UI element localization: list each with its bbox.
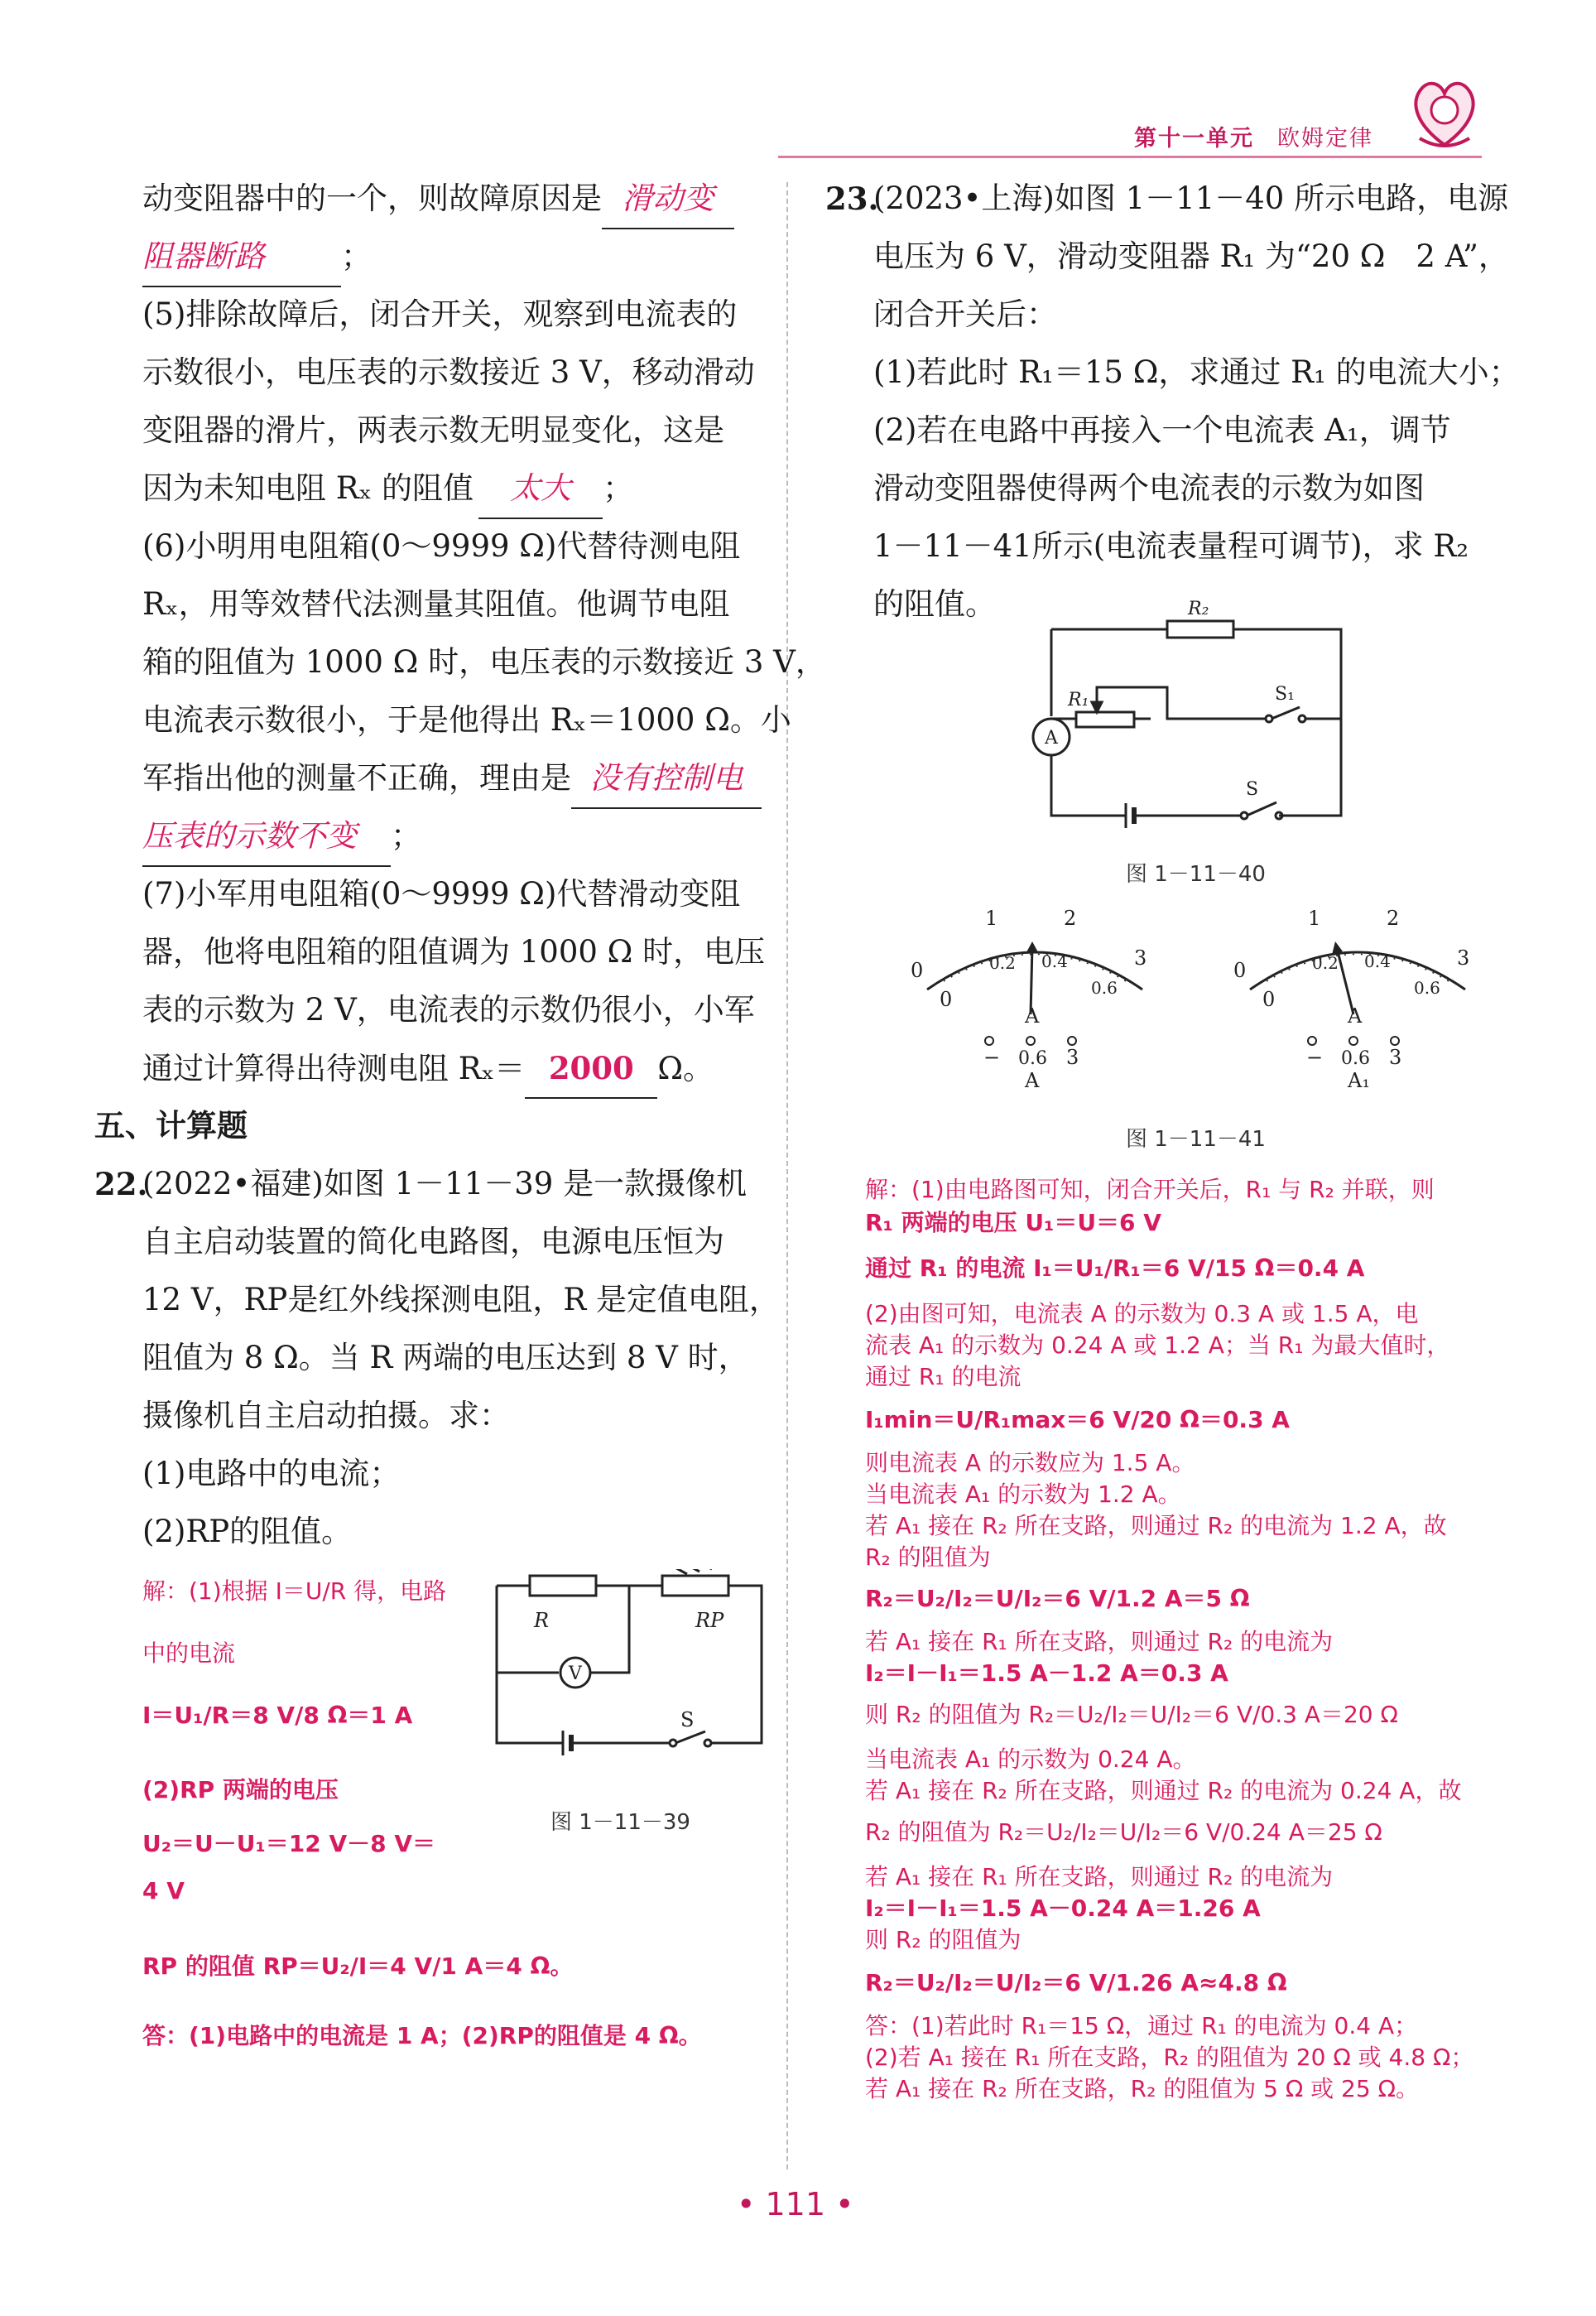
p6-line: 军指出他的测量不正确，理由是 没有控制电: [142, 749, 780, 809]
p5-line: (5)排除故障后，闭合开关，观察到电流表的: [142, 296, 738, 332]
sol23-line: R₂ 的阻值为 R₂＝U₂/I₂＝U/I₂＝6 V/0.24 A＝25 Ω: [865, 1818, 1382, 1846]
resistor-R1-icon: [1076, 712, 1134, 727]
sol22-line: I＝U₁/R＝8 V/8 Ω＝1 A: [142, 1702, 413, 1729]
q23-line: (1)若此时 R₁＝15 Ω，求通过 R₁ 的电流大小；: [873, 354, 1520, 390]
ammeter-A1-dial: [1225, 898, 1490, 1097]
svg-text:1: 1: [1308, 907, 1321, 930]
sol23-line: I₂＝I－I₁＝1.5 A－1.2 A＝0.3 A: [865, 1659, 1228, 1687]
svg-text:3: 3: [1134, 946, 1147, 970]
q23-line: (2023•上海)如图 1－11－40 所示电路，电源: [873, 181, 1509, 216]
sol23-line: 若 A₁ 接在 R₁ 所在支路，则通过 R₂ 的电流为: [865, 1628, 1334, 1655]
sol22-line: 4 V: [142, 1877, 185, 1904]
svg-text:0.4: 0.4: [1041, 951, 1068, 971]
q23-line: 电压为 6 V，滑动变阻器 R₁ 为“20 Ω 2 A”，: [873, 238, 1509, 274]
q22-number: 22.: [94, 1166, 148, 1202]
label-A: A: [1045, 728, 1058, 749]
unit-header: 第十一单元 欧姆定律: [1134, 126, 1373, 152]
p5-line: 因为未知电阻 Rₓ 的阻值 太大 ；: [142, 460, 780, 519]
q22-line: 阻值为 8 Ω。当 R 两端的电压达到 8 V 时，: [142, 1340, 749, 1375]
svg-text:2: 2: [1387, 907, 1400, 930]
label-V: V: [569, 1664, 582, 1684]
sol23-line: R₂＝U₂/I₂＝U/I₂＝6 V/1.26 A≈4.8 Ω: [865, 1969, 1287, 1996]
sol23-line: 若 A₁ 接在 R₁ 所在支路，则通过 R₂ 的电流为: [865, 1863, 1334, 1890]
sol22-line: 中的电流: [142, 1639, 236, 1667]
page-number: • 111 •: [737, 2186, 854, 2222]
sol23-line: (2)若 A₁ 接在 R₁ 所在支路，R₂ 的阻值为 20 Ω 或 4.8 Ω；: [865, 2044, 1474, 2071]
p6-line: 箱的阻值为 1000 Ω 时，电压表的示数接近 3 V，: [142, 644, 826, 680]
q23-line: 闭合开关后：: [873, 296, 1057, 332]
sol22-line: RP 的阻值 RP＝U₂/I＝4 V/1 A＝4 Ω。: [142, 1952, 574, 1980]
q22-line: (2)RP的阻值。: [142, 1514, 353, 1549]
svg-text:0.6: 0.6: [1341, 1048, 1370, 1069]
svg-text:1: 1: [985, 907, 998, 930]
svg-text:0.6: 0.6: [1414, 978, 1440, 998]
fig39-caption: 图 1－11－39: [550, 1810, 690, 1835]
svg-text:A: A: [1025, 1069, 1040, 1092]
label-R1: R₁: [1068, 690, 1089, 710]
sol22-line: U₂＝U－U₁＝12 V－8 V＝: [142, 1830, 436, 1857]
q23-number: 23.: [825, 181, 879, 217]
svg-text:0: 0: [940, 988, 953, 1011]
heart-logo-icon: [1407, 70, 1482, 153]
label-S1: S₁: [1275, 684, 1295, 705]
svg-text:0.6: 0.6: [1091, 978, 1118, 998]
p7-line: 器，他将电阻箱的阻值调为 1000 Ω 时，电压: [142, 934, 766, 970]
sol23-line: 若 A₁ 接在 R₂ 所在支路，则通过 R₂ 的电流为 0.24 A，故: [865, 1777, 1462, 1804]
circuit-diagram-40: [1026, 596, 1358, 845]
q22-line: (1)电路中的电流；: [142, 1456, 401, 1491]
sol23-line: 若 A₁ 接在 R₂ 所在支路，则通过 R₂ 的电流为 1.2 A，故: [865, 1512, 1447, 1539]
svg-text:3: 3: [1066, 1046, 1079, 1069]
chapter-title: 欧姆定律: [1277, 126, 1373, 152]
sol23-line: R₂＝U₂/I₂＝U/I₂＝6 V/1.2 A＝5 Ω: [865, 1585, 1250, 1612]
q23-line: 的阻值。: [873, 586, 996, 622]
svg-text:A: A: [1348, 1004, 1363, 1028]
sol23-line: R₁ 两端的电压 U₁＝U＝6 V: [865, 1209, 1161, 1236]
sol23-line: 解：(1)由电路图可知，闭合开关后，R₁ 与 R₂ 并联，则: [865, 1176, 1435, 1203]
p4-line: 动变阻器中的一个，则故障原因是 滑动变: [142, 170, 780, 229]
p6-line: 电流表示数很小，于是他得出 Rₓ＝1000 Ω。小: [142, 702, 791, 738]
label-S: S: [1246, 779, 1259, 800]
sol23-line: (2)由图可知，电流表 A 的示数为 0.3 A 或 1.5 A，电: [865, 1300, 1419, 1327]
ammeter-A-dial: [902, 898, 1167, 1097]
svg-text:0: 0: [1233, 959, 1247, 982]
q23-line: 1－11－41所示(电流表量程可调节)，求 R₂: [873, 528, 1469, 564]
svg-text:0.2: 0.2: [1312, 953, 1339, 973]
sol22-line: 答：(1)电路中的电流是 1 A；(2)RP的阻值是 4 Ω。: [142, 2022, 702, 2049]
q23-line: 滑动变阻器使得两个电流表的示数为如图: [873, 470, 1425, 506]
svg-text:A₁: A₁: [1348, 1069, 1370, 1092]
label-RP: RP: [695, 1609, 724, 1632]
header-rule: [778, 156, 1482, 158]
q22-line: 12 V，RP是红外线探测电阻，R 是定值电阻，: [142, 1282, 780, 1317]
label-R: R: [534, 1609, 550, 1632]
sol23-line: 答：(1)若此时 R₁＝15 Ω，通过 R₁ 的电流为 0.4 A；: [865, 2012, 1418, 2039]
sol23-line: 当电流表 A₁ 的示数为 1.2 A。: [865, 1481, 1181, 1508]
sol23-line: I₂＝I－I₁＝1.5 A－0.24 A＝1.26 A: [865, 1895, 1261, 1922]
p4-line2: 阻器断路 ；: [142, 228, 780, 287]
q23-line: (2)若在电路中再接入一个电流表 A₁，调节: [873, 412, 1451, 448]
resistor-R2-icon: [1167, 621, 1233, 638]
p7-line: 通过计算得出待测电阻 Rₓ＝ 2000 Ω。: [142, 1039, 780, 1099]
q22-line: 摄像机自主启动拍摄。求：: [142, 1398, 510, 1433]
label-R2: R₂: [1188, 599, 1209, 619]
p7-line: (7)小军用电阻箱(0～9999 Ω)代替滑动变阻: [142, 876, 741, 912]
svg-text:0.2: 0.2: [989, 953, 1016, 973]
sol22-line: 解：(1)根据 I＝U/R 得，电路: [142, 1577, 447, 1605]
p6-line: (6)小明用电阻箱(0～9999 Ω)代替待测电阻: [142, 528, 741, 564]
sol23-line: 则电流表 A 的示数应为 1.5 A。: [865, 1449, 1195, 1476]
p5-line: 示数很小，电压表的示数接近 3 V，移动滑动: [142, 354, 755, 390]
svg-text:0.4: 0.4: [1364, 951, 1391, 971]
sol23-line: R₂ 的阻值为: [865, 1543, 991, 1571]
resistor-R-icon: [530, 1576, 596, 1596]
sol23-line: 当电流表 A₁ 的示数为 0.24 A。: [865, 1745, 1196, 1773]
svg-text:A: A: [1025, 1004, 1040, 1028]
sol23-line: 则 R₂ 的阻值为: [865, 1926, 1022, 1953]
sol23-line: I₁min＝U/R₁max＝6 V/20 Ω＝0.3 A: [865, 1406, 1290, 1433]
svg-text:3: 3: [1457, 946, 1470, 970]
sol23-line: 若 A₁ 接在 R₂ 所在支路，R₂ 的阻值为 5 Ω 或 25 Ω。: [865, 2075, 1419, 2102]
sol23-line: 通过 R₁ 的电流: [865, 1363, 1022, 1390]
svg-text:2: 2: [1064, 907, 1077, 930]
column-divider: [786, 182, 788, 2169]
svg-text:3: 3: [1389, 1046, 1402, 1069]
svg-text:0.6: 0.6: [1018, 1048, 1047, 1069]
sol23-line: 流表 A₁ 的示数为 0.24 A 或 1.2 A；当 R₁ 为最大值时，: [865, 1331, 1450, 1359]
svg-text:0: 0: [1262, 988, 1276, 1011]
q22-line: 自主启动装置的简化电路图，电源电压恒为: [142, 1224, 724, 1259]
fig40-caption: 图 1－11－40: [1126, 862, 1266, 887]
q22-line: (2022•福建)如图 1－11－39 是一款摄像机: [142, 1166, 748, 1201]
p6-line: 压表的示数不变 ；: [142, 807, 780, 867]
label-S: S: [680, 1708, 695, 1731]
p6-line: Rₓ，用等效替代法测量其阻值。他调节电阻: [142, 586, 730, 622]
sol23-line: 通过 R₁ 的电流 I₁＝U₁/R₁＝6 V/15 Ω＝0.4 A: [865, 1254, 1365, 1282]
svg-text:−: −: [1306, 1046, 1324, 1069]
sol23-line: 则 R₂ 的阻值为 R₂＝U₂/I₂＝U/I₂＝6 V/0.3 A＝20 Ω: [865, 1701, 1398, 1728]
resistor-RP-icon: [662, 1576, 728, 1596]
fig41-caption: 图 1－11－41: [1126, 1127, 1266, 1152]
p5-line: 变阻器的滑片，两表示数无明显变化，这是: [142, 412, 724, 448]
circuit-diagram-39: [488, 1569, 778, 1776]
sol22-line: (2)RP 两端的电压: [142, 1776, 339, 1803]
section-title: 五、计算题: [94, 1108, 248, 1144]
svg-text:0: 0: [911, 959, 924, 982]
p7-line: 表的示数为 2 V，电流表的示数仍很小，小军: [142, 992, 755, 1028]
svg-text:−: −: [983, 1046, 1001, 1069]
